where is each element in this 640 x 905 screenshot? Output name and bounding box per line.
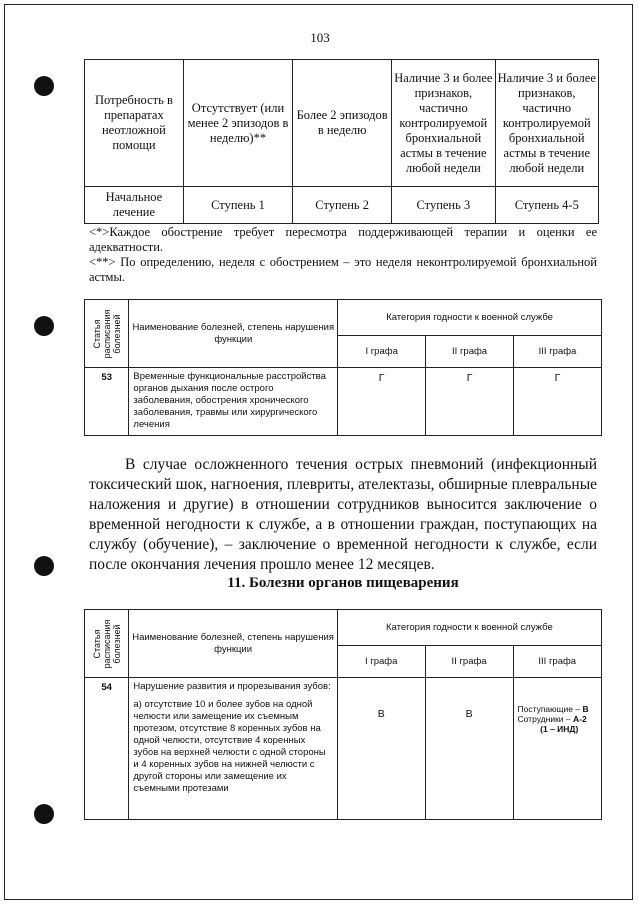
table-header-cell: Наличие 3 и более признаков, частично контролируемой бронхиальной астмы в течение любой недели [495,60,598,187]
graph-header: I графа [337,646,425,678]
table-header-cell: Наличие 3 и более признаков, частично контролируемой бронхиальной астмы в течение любой недели [392,60,495,187]
body-paragraph: В случае осложненного течения острых пневмоний (инфекционный токсический шок, нагноения, плевриты, ателектазы, обширные плевральные наложения и другие) в отношении сотрудников выносится заключение о временной негодности к службе, а в отношении граждан, поступающих на службу (обучение), – заключение о временной негодности к службе, если после окончания лечения прошло менее 12 месяцев. [89,456,597,573]
table-header-cell: Более 2 эпизодов в неделю [293,60,392,187]
disease-description [129,678,337,820]
name-column-header: Наименование болезней, степень нарушения функции [129,610,337,678]
binder-hole-icon [34,804,54,824]
graph-value: В [337,678,425,820]
asthma-steps-table [84,59,599,224]
g3-value: А-2 [573,714,587,724]
page-number: 103 [310,30,330,45]
article-number: 53 [85,368,129,436]
description-intro: Нарушение развития и прорезывания зубов: [133,681,331,692]
g3-note: (1 – ИНД) [540,724,579,734]
article-column-header: Статья расписания болезней [85,300,129,368]
fitness-table-53 [84,299,602,436]
graph-value: Г [514,368,602,436]
g3-label: Сотрудники – [517,714,573,724]
table-header-cell: Отсутствует (или менее 2 эпизодов в неделю)** [183,60,292,187]
article-column-header: Статья расписания болезней [85,610,129,678]
footnote: <*>Каждое обострение требует пересмотра поддерживающей терапии и оценки ее адекватности. [89,225,597,254]
g3-value: В [582,704,589,714]
section-heading: 11. Болезни органов пищеварения [227,575,459,591]
graph-header: III графа [514,336,602,368]
disease-description: Временные функциональные расстройства органов дыхания после острого заболевания, обострения хронического заболевания, травмы или хирургического лечения [129,368,338,436]
table-cell: Ступень 1 [183,187,292,224]
category-column-header: Категория годности к военной службе [338,300,602,336]
graph-header: I графа [338,336,426,368]
graph-value-iii [513,678,602,820]
category-column-header: Категория годности к военной службе [337,610,601,646]
g3-label: Поступающие – [517,704,583,714]
graph-header: III графа [513,646,602,678]
graph-value: В [425,678,513,820]
graph-header: II графа [426,336,514,368]
table-cell: Ступень 3 [392,187,495,224]
table-cell: Ступень 4-5 [495,187,598,224]
article-number: 54 [85,678,129,820]
table-header-cell: Потребность в препаратах неотложной помощи [85,60,184,187]
binder-hole-icon [34,76,54,96]
name-column-header: Наименование болезней, степень нарушения функции [129,300,338,368]
footnote: <**> По определению, неделя с обострением – это неделя неконтролируемой бронхиальной астмы. [89,255,597,284]
binder-hole-icon [34,316,54,336]
graph-header: II графа [425,646,513,678]
graph-value: Г [338,368,426,436]
graph-value: Г [426,368,514,436]
description-item-a: а) отсутствие 10 и более зубов на одной челюсти или замещение их съемным протезом, отсутствие 8 коренных зубов на одной челюсти, отсутствие 4 коренных зубов на верхней челюсти с одной стороны и 4 коренных зубов на нижней челюсти с другой стороны или замещение их съемными протезами [133,699,326,794]
table-cell: Ступень 2 [293,187,392,224]
fitness-table-54 [84,609,602,820]
binder-hole-icon [34,556,54,576]
table-cell: Начальное лечение [85,187,184,224]
